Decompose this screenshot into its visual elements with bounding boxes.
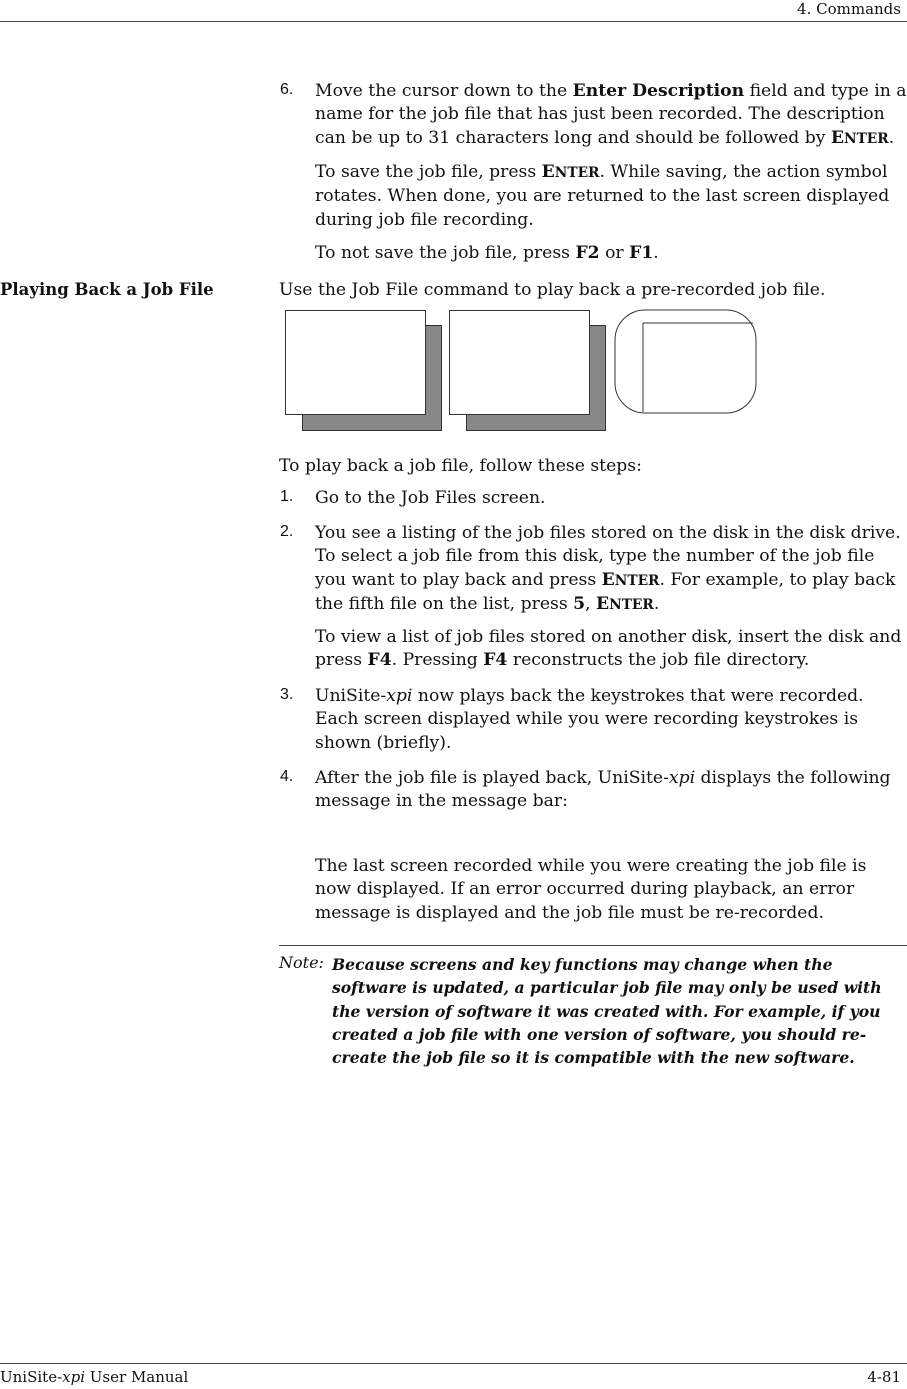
note-rule: [279, 945, 907, 946]
footer-title: UniSite-xpi User Manual: [0, 1368, 189, 1386]
section-heading: Playing Back a Job File: [0, 280, 214, 299]
step-number: 6.: [280, 81, 294, 98]
step-3-text: UniSite-xpi now plays back the keystrokes that were recorded. Each screen displayed while you were recording keystrokes is shown (briefly).: [315, 686, 864, 753]
step-4-text: After the job file is played back, UniSite-xpi displays the following message in the message bar:: [315, 768, 891, 812]
header-rule: [0, 21, 907, 22]
footer-rule: [0, 1363, 907, 1364]
screen-box: [449, 310, 590, 415]
step-4-followup: The last screen recorded while you were creating the job file is now displayed. If an error occurred during playback, an error message is displayed and the job file must be re-recorded.: [315, 856, 867, 923]
step-2-followup: To view a list of job files stored on another disk, insert the disk and press F4. Pressing F4 reconstructs the job file directory.: [315, 627, 902, 671]
note-label: Note:: [279, 953, 324, 972]
running-header: 4. Commands: [797, 0, 901, 18]
step-number: 1.: [280, 488, 294, 505]
step-number: 3.: [280, 686, 294, 703]
save-paragraph: To save the job file, press ENTER. While saving, the action symbol rotates. When done, you are returned to the last screen displayed during job file recording.: [315, 162, 890, 230]
step-number: 2.: [280, 523, 294, 540]
step-6-text: Move the cursor down to the Enter Description field and type in a name for the job file that has just been recorded. The description can be up to 31 characters long and should be followed by ENTER.: [315, 81, 907, 148]
page-number: 4-81: [867, 1368, 901, 1386]
intro-text: Use the Job File command to play back a pre-recorded job file.: [279, 280, 826, 300]
step-number: 4.: [280, 768, 294, 785]
no-save-paragraph: To not save the job file, press F2 or F1.: [315, 243, 659, 263]
step-1-text: Go to the Job Files screen.: [315, 488, 546, 508]
note-text: Because screens and key functions may change when the software is updated, a particular job file may only be used with the version of software it was created with. For example, if you created a job file with one version of software, you should re-create the job file so it is compatible with the new software.: [332, 955, 882, 1068]
step-2-text: You see a listing of the job files stored on the disk in the disk drive. To select a job file from this disk, type the number of the job file you want to play back and press ENTER. For example, to play back the fifth file on the list, press 5, ENTER.: [315, 523, 901, 614]
screen-box: [285, 310, 426, 415]
key-icon: [612, 308, 760, 416]
steps-intro: To play back a job file, follow these steps:: [279, 456, 642, 476]
